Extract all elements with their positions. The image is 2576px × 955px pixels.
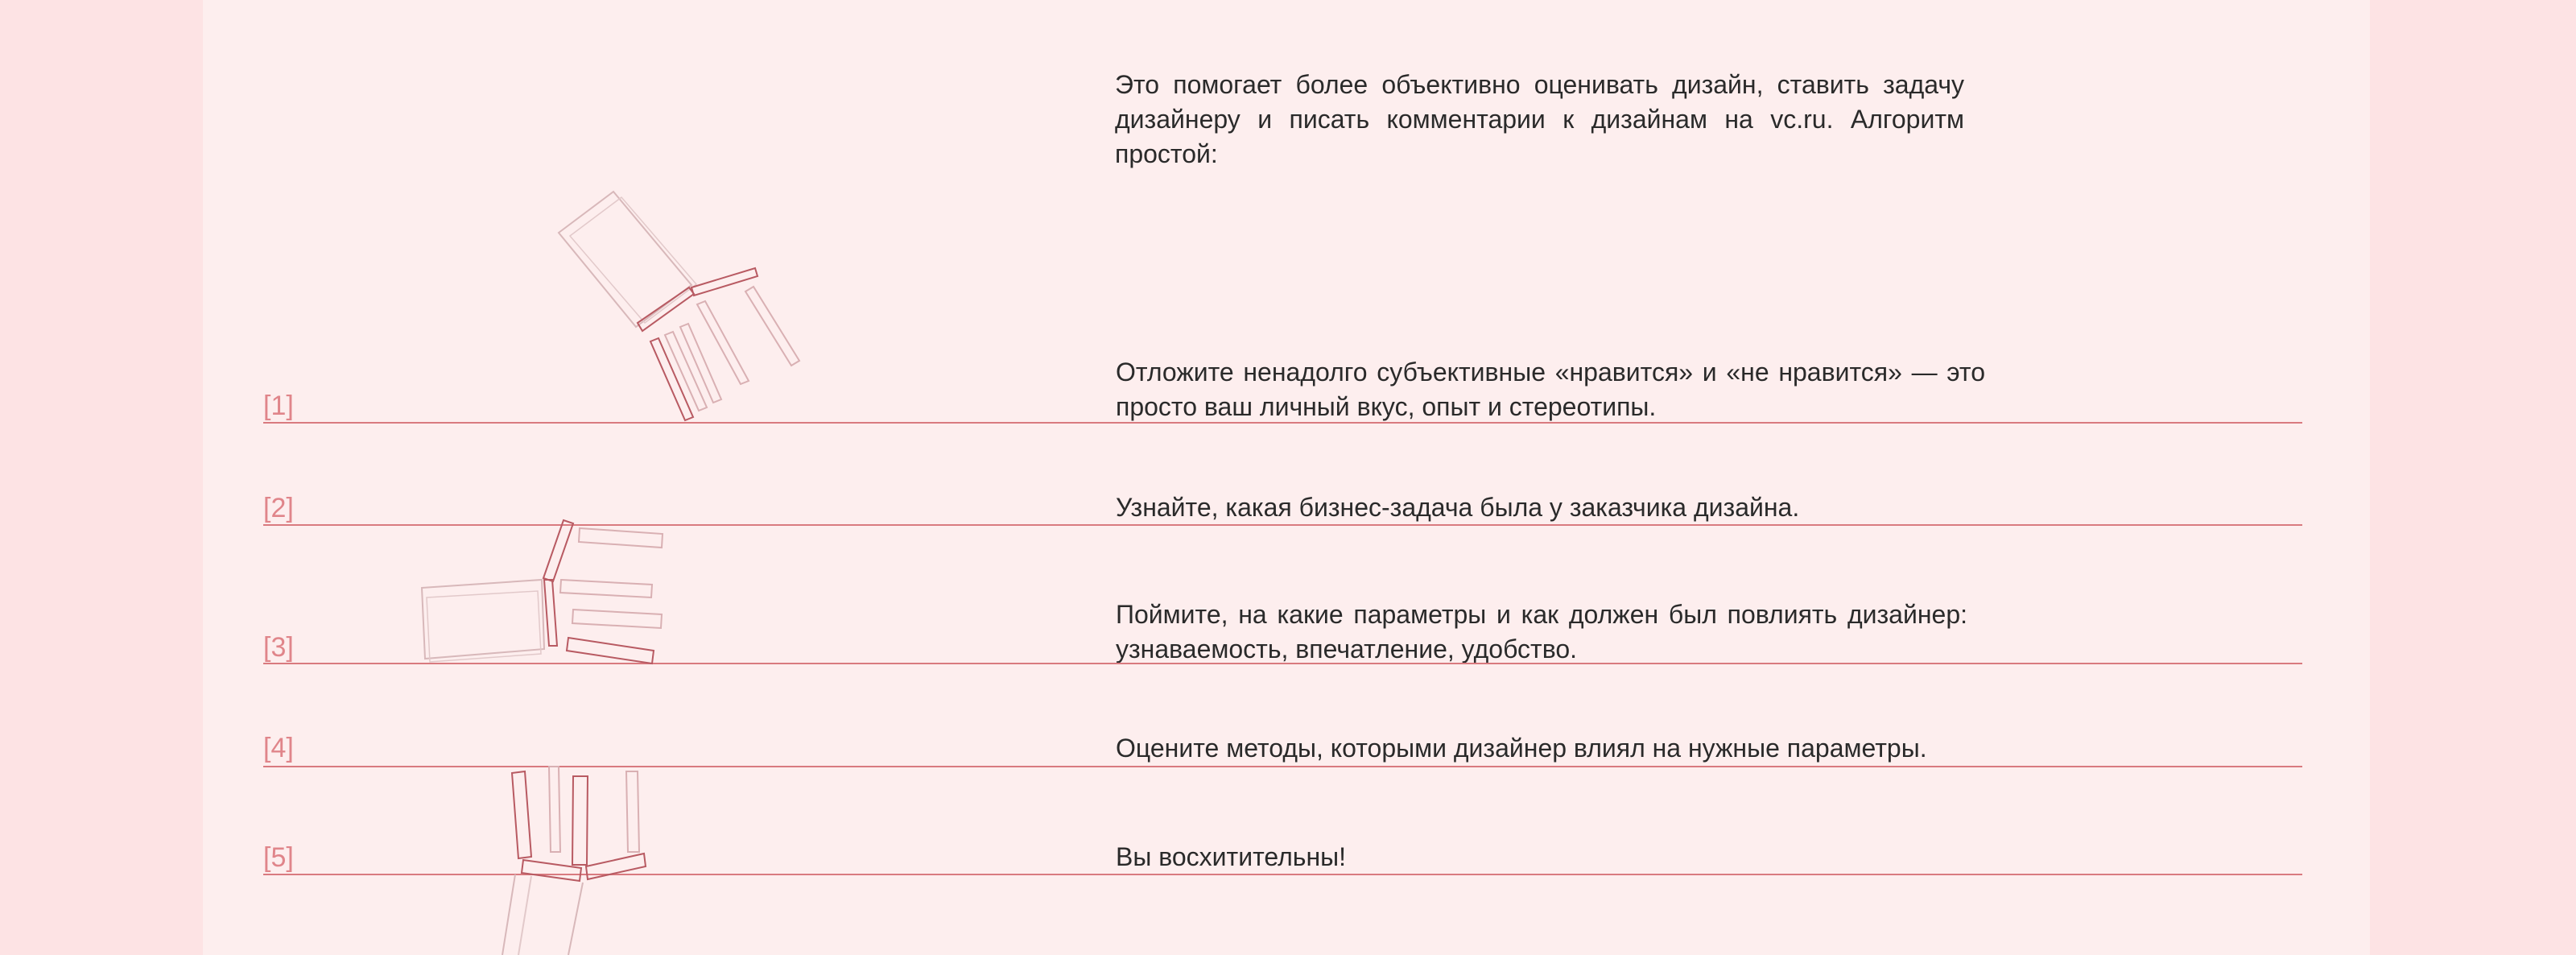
step-number-2: [2] <box>263 493 294 523</box>
step-text-3: Поймите, на какие параметры и как должен был повлиять дизайнер: узнаваемость, впечатление, удобство. <box>1116 600 1967 664</box>
step-text-1: Отложите ненадолго субъективные «нравится» и «не нравится» — это просто ваш личный вкус, опыт и стереотипы. <box>1116 358 1985 421</box>
step-text-4: Оцените методы, которыми дизайнер влиял на нужные параметры. <box>1116 734 1927 763</box>
chair-tipping-icon <box>559 192 799 420</box>
step-text-5: Вы восхитительны! <box>1116 842 1347 871</box>
step-number-1: [1] <box>263 391 294 421</box>
chair-upside-down-icon <box>502 767 646 955</box>
step-number-5: [5] <box>263 842 294 873</box>
chair-sideways-icon <box>422 520 663 664</box>
intro-paragraph: Это помогает более объективно оценивать дизайн, ставить задачу дизайнеру и писать комментарии к дизайнам на vc.ru. Алгоритм простой: <box>1115 70 1964 168</box>
step-text-2: Узнайте, какая бизнес-задача была у заказчика дизайна. <box>1116 493 1800 522</box>
step-number-3: [3] <box>263 632 294 663</box>
step-number-4: [4] <box>263 733 294 763</box>
